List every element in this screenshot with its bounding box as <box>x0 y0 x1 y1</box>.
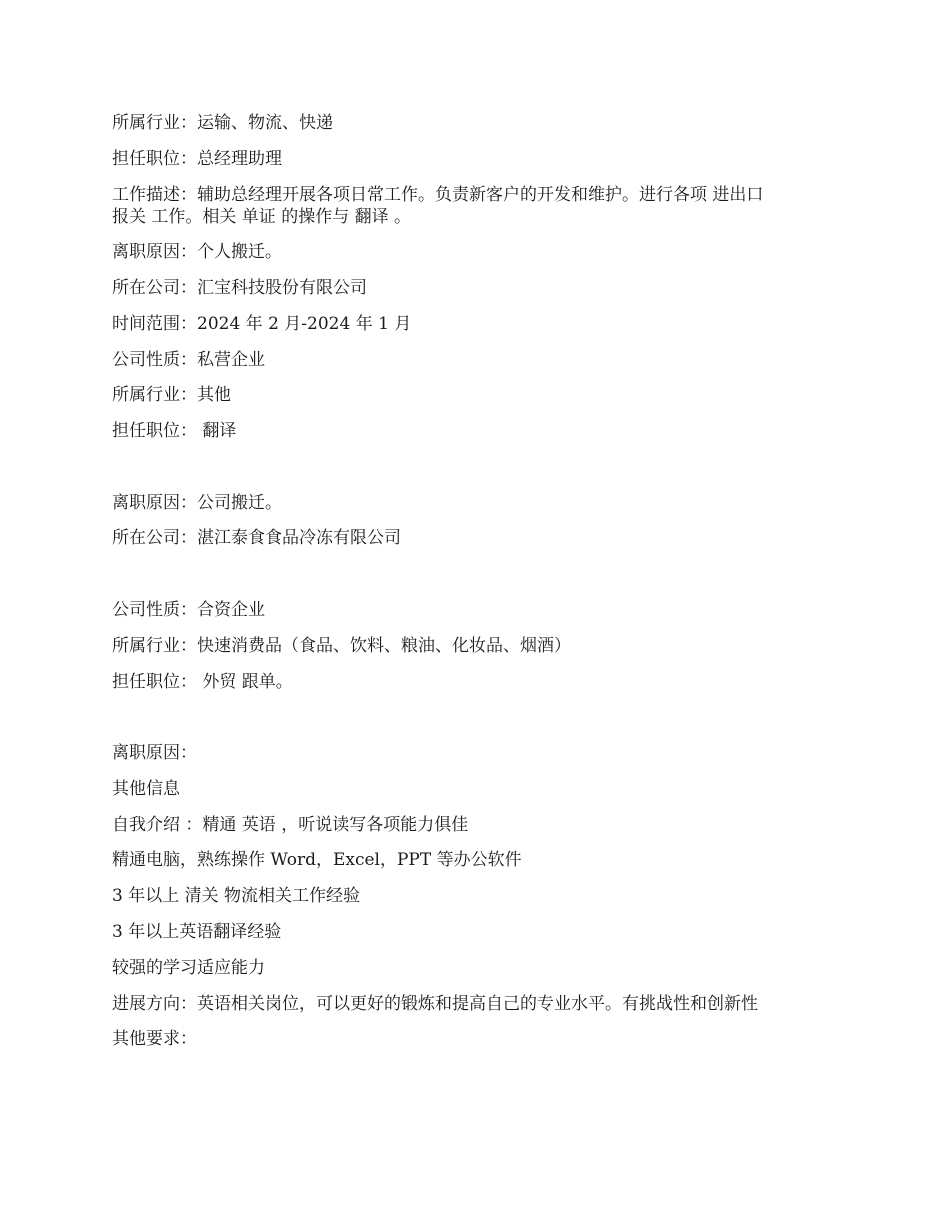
computer-skills-line: 精通电脑，熟练操作 Word，Excel，PPT 等办公软件 <box>112 850 522 870</box>
position-line-1: 担任职位：总经理助理 <box>112 149 282 169</box>
leaving-reason-line-3: 离职原因： <box>112 743 197 763</box>
leaving-reason-line-1: 离职原因：个人搬迁。 <box>112 242 282 262</box>
company-line-2: 所在公司：湛江泰食食品冷冻有限公司 <box>112 528 401 548</box>
company-type-line-2: 公司性质：合资企业 <box>112 600 265 620</box>
job-description-line: 工作描述：辅助总经理开展各项日常工作。负责新客户的开发和维护。进行各项 进出口 <box>112 185 764 205</box>
company-line-1: 所在公司：汇宝科技股份有限公司 <box>112 278 367 298</box>
industry-line-2: 所属行业：其他 <box>112 385 231 405</box>
time-range-line: 时间范围：2024 年 2 月-2024 年 1 月 <box>112 314 412 334</box>
job-description-continuation: 报关 工作。相关 单证 的操作与 翻译 。 <box>112 207 412 227</box>
position-line-3: 担任职位： 外贸 跟单。 <box>112 672 293 692</box>
industry-line-1: 所属行业：运输、物流、快递 <box>112 113 333 133</box>
translation-experience-line: 3 年以上英语翻译经验 <box>112 922 282 942</box>
self-intro-line: 自我介绍 ：精通 英语 ，听说读写各项能力俱佳 <box>112 815 469 835</box>
company-type-line-1: 公司性质：私营企业 <box>112 350 265 370</box>
career-direction-line: 进展方向：英语相关岗位，可以更好的锻炼和提高自己的专业水平。有挑战性和创新性 <box>112 994 758 1014</box>
other-info-heading: 其他信息 <box>112 779 180 799</box>
industry-line-3: 所属行业：快速消费品（食品、饮料、粮油、化妆品、烟酒） <box>112 636 571 656</box>
other-requirements-line: 其他要求： <box>112 1029 197 1049</box>
position-line-2: 担任职位： 翻译 <box>112 421 237 441</box>
leaving-reason-line-2: 离职原因：公司搬迁。 <box>112 493 282 513</box>
logistics-experience-line: 3 年以上 清关 物流相关工作经验 <box>112 886 361 906</box>
learning-ability-line: 较强的学习适应能力 <box>112 958 265 978</box>
